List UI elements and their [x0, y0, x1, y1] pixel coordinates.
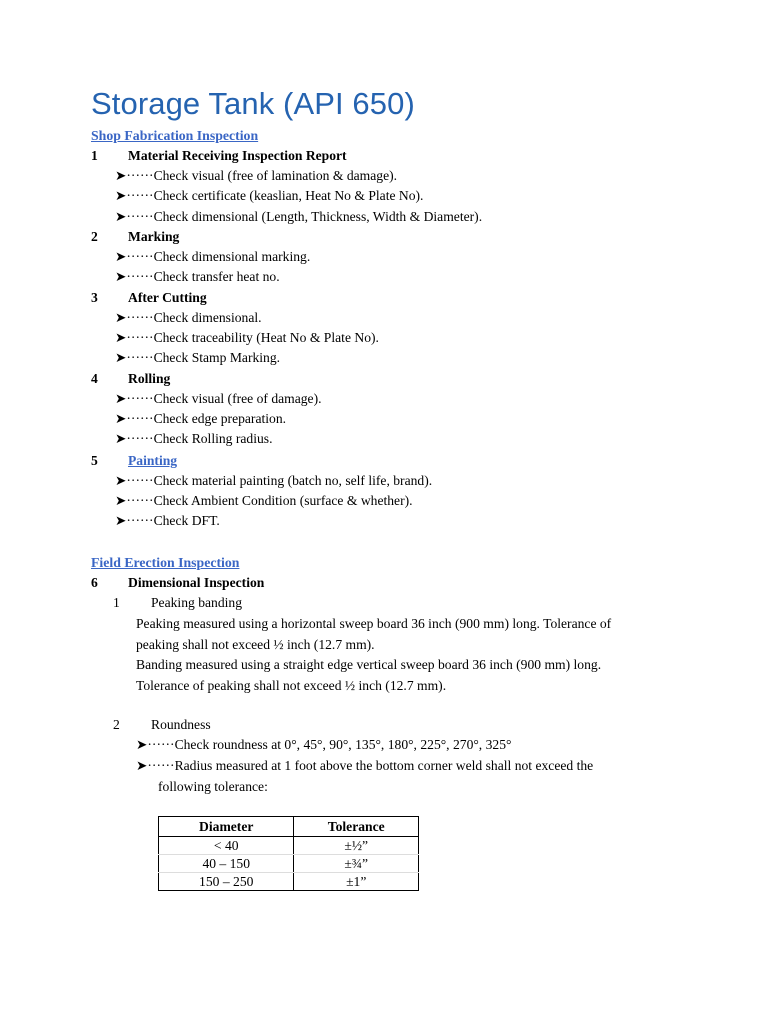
- item-heading: Marking: [128, 229, 180, 244]
- bullet-item: [115, 431, 273, 447]
- arrow-icon: ➤······: [136, 758, 175, 773]
- table-row: [159, 837, 419, 855]
- sub-item-number: 1: [113, 595, 120, 610]
- arrow-icon: ➤······: [115, 310, 154, 325]
- table-header-row: [159, 817, 419, 837]
- item-number: 2: [91, 229, 98, 244]
- sub-item-heading: Roundness: [151, 717, 211, 732]
- paragraph-line: Tolerance of peaking shall not exceed ½ inch (12.7 mm).: [136, 677, 447, 693]
- table-row: [159, 873, 419, 891]
- bullet-text: Check dimensional.: [153, 310, 262, 325]
- bullet-text: Check dimensional marking.: [153, 249, 311, 264]
- continuation-text: following tolerance:: [158, 779, 268, 794]
- painting-link[interactable]: Painting: [128, 453, 178, 468]
- tolerance-table: [158, 816, 419, 891]
- table-cell: 40 – 150: [159, 855, 294, 873]
- table-cell: ±¾”: [294, 855, 419, 873]
- bullet-item: [115, 249, 310, 265]
- paragraph-line: Banding measured using a straight edge vertical sweep board 36 inch (900 mm) long.: [136, 657, 602, 672]
- bullet-text: Check traceability (Heat No & Plate No).: [153, 330, 379, 345]
- sub-item-heading: Peaking banding: [151, 595, 242, 610]
- bullet-item: [115, 330, 379, 346]
- bullet-text: Check transfer heat no.: [153, 269, 280, 284]
- arrow-icon: ➤······: [115, 431, 154, 446]
- bullet-text: Check roundness at 0°, 45°, 90°, 135°, 180°, 225°, 270°, 325°: [174, 737, 512, 752]
- bullet-item: [115, 513, 220, 529]
- field-erection-link[interactable]: Field Erection Inspection: [91, 555, 240, 570]
- bullet-item: [136, 737, 511, 753]
- bullet-text: Check certificate (keaslian, Heat No & Plate No).: [153, 188, 424, 203]
- bullet-text: Radius measured at 1 foot above the bottom corner weld shall not exceed the: [174, 758, 594, 773]
- paragraph-line: peaking shall not exceed ½ inch (12.7 mm).: [136, 636, 375, 652]
- item-heading: Material Receiving Inspection Report: [128, 148, 347, 163]
- item-heading: Rolling: [128, 371, 171, 386]
- peaking-banding-paragraph: [136, 614, 656, 696]
- bullet-text: Check visual (free of damage).: [153, 391, 322, 406]
- bullet-item: [115, 269, 280, 285]
- item-heading: Dimensional Inspection: [128, 575, 265, 590]
- table-row: [159, 855, 419, 873]
- item-number: 6: [91, 575, 98, 590]
- bullet-item: [136, 758, 593, 774]
- bullet-text: Check dimensional (Length, Thickness, Width & Diameter).: [153, 209, 483, 224]
- bullet-item: [115, 391, 322, 407]
- bullet-text: Check Stamp Marking.: [153, 350, 281, 365]
- bullet-item: [115, 310, 262, 326]
- bullet-text: Check DFT.: [153, 513, 220, 528]
- arrow-icon: ➤······: [115, 209, 154, 224]
- item-number: 4: [91, 371, 98, 386]
- table-cell: 150 – 250: [159, 873, 294, 891]
- arrow-icon: ➤······: [115, 513, 154, 528]
- sub-item-number: 2: [113, 717, 120, 732]
- arrow-icon: ➤······: [115, 391, 154, 406]
- item-number: 5: [91, 453, 98, 468]
- page-title: Storage Tank (API 650): [91, 86, 415, 121]
- item-heading: After Cutting: [128, 290, 207, 305]
- arrow-icon: ➤······: [136, 737, 175, 752]
- bullet-text: Check Ambient Condition (surface & whether).: [153, 493, 413, 508]
- shop-fabrication-link[interactable]: Shop Fabrication Inspection: [91, 128, 259, 143]
- arrow-icon: ➤······: [115, 249, 154, 264]
- table-header: Tolerance: [294, 817, 419, 837]
- arrow-icon: ➤······: [115, 168, 154, 183]
- bullet-item: [115, 209, 482, 225]
- arrow-icon: ➤······: [115, 350, 154, 365]
- arrow-icon: ➤······: [115, 411, 154, 426]
- bullet-item: [115, 493, 413, 509]
- arrow-icon: ➤······: [115, 493, 154, 508]
- bullet-item: [115, 168, 397, 184]
- bullet-text: Check visual (free of lamination & damage).: [153, 168, 398, 183]
- bullet-item: [115, 411, 286, 427]
- bullet-text: Check Rolling radius.: [153, 431, 273, 446]
- bullet-item: [115, 188, 423, 204]
- table-cell: < 40: [159, 837, 294, 855]
- arrow-icon: ➤······: [115, 269, 154, 284]
- bullet-item: [115, 350, 280, 366]
- paragraph-line: Peaking measured using a horizontal sweep board 36 inch (900 mm) long. Tolerance of: [136, 616, 612, 631]
- bullet-text: Check material painting (batch no, self life, brand).: [153, 473, 433, 488]
- arrow-icon: ➤······: [115, 330, 154, 345]
- item-number: 1: [91, 148, 98, 163]
- table-cell: ±½”: [294, 837, 419, 855]
- arrow-icon: ➤······: [115, 188, 154, 203]
- bullet-item: [115, 473, 432, 489]
- table-cell: ±1”: [294, 873, 419, 891]
- bullet-text: Check edge preparation.: [153, 411, 287, 426]
- arrow-icon: ➤······: [115, 473, 154, 488]
- table-header: Diameter: [159, 817, 294, 837]
- item-number: 3: [91, 290, 98, 305]
